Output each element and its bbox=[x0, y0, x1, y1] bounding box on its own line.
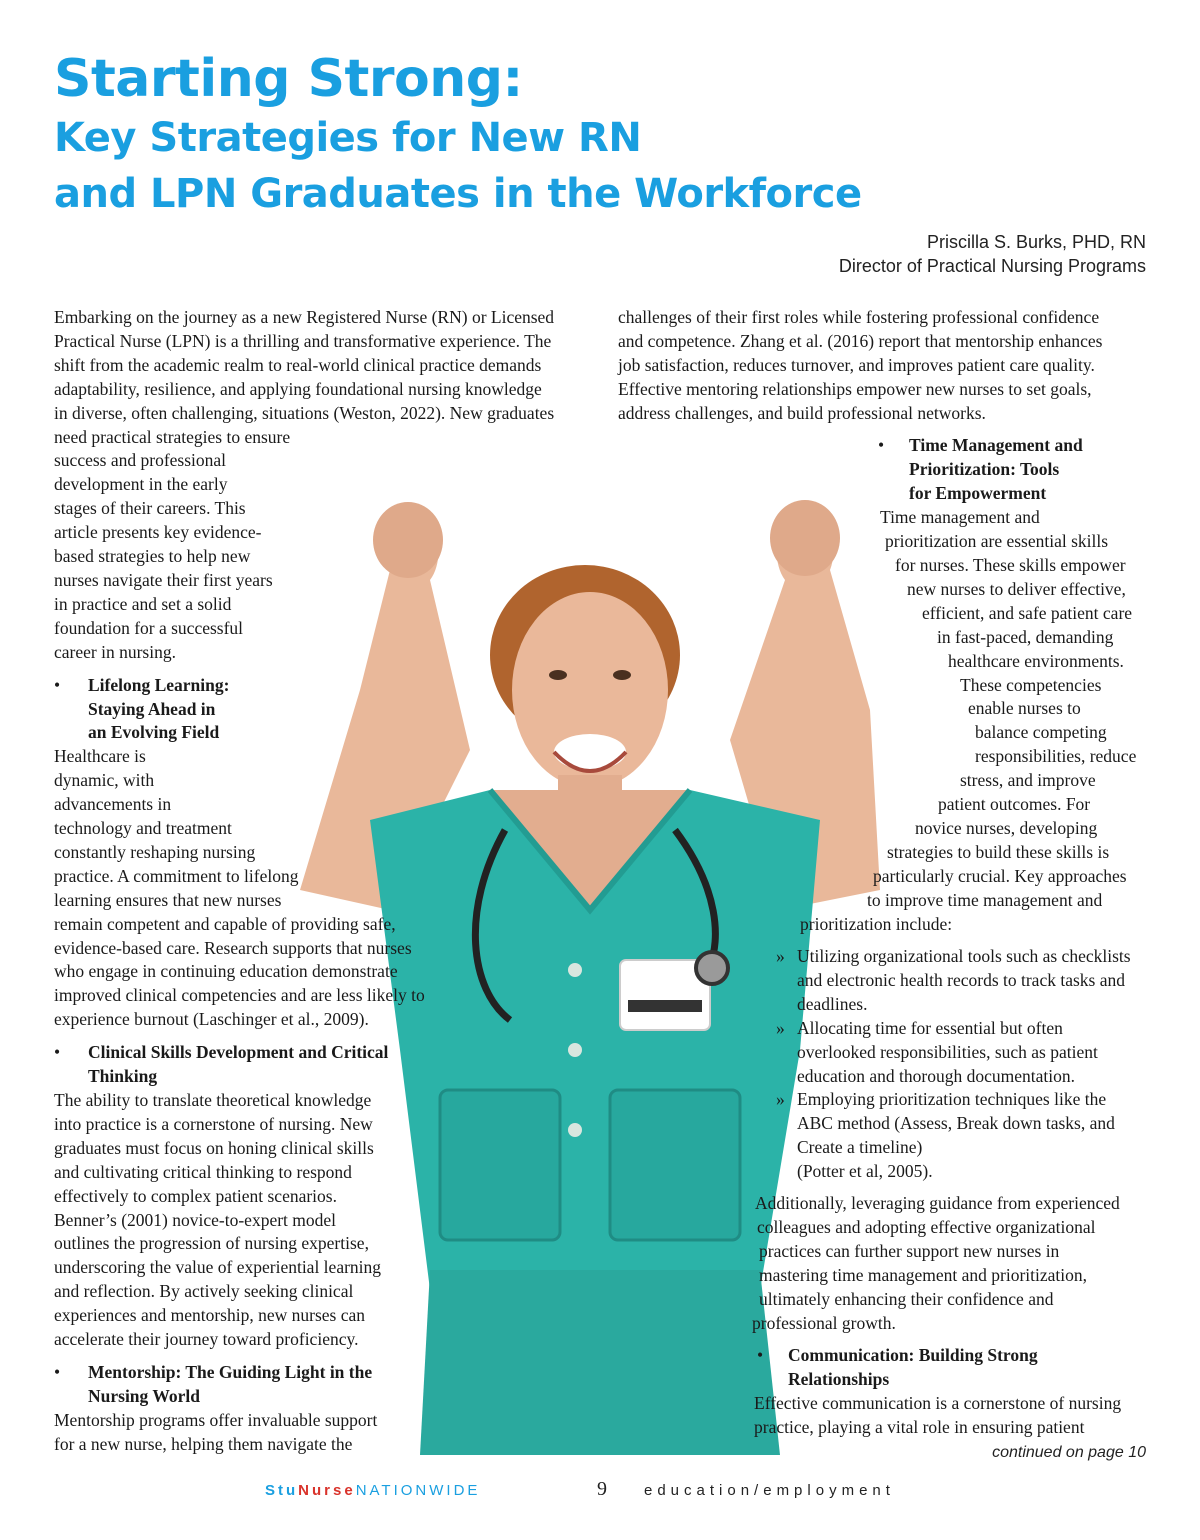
text-line: address challenges, and build professional networks. bbox=[618, 402, 986, 423]
text-line: underscoring the value of experiential learning bbox=[54, 1257, 382, 1278]
heading-line: Lifelong Learning: bbox=[88, 674, 230, 695]
text-line: healthcare environments. bbox=[948, 651, 1124, 671]
text-line: deadlines. bbox=[797, 993, 868, 1014]
text-line: Employing prioritization techniques like the bbox=[797, 1089, 1107, 1110]
text-line: The ability to translate theoretical knowledge bbox=[54, 1090, 372, 1110]
text-line: outlines the progression of nursing expertise, bbox=[54, 1233, 369, 1254]
bullet-marker: • bbox=[878, 435, 885, 455]
text-line: adaptability, resilience, and applying foundational nursing knowledge bbox=[54, 378, 542, 399]
text-line: balance competing bbox=[975, 722, 1107, 742]
text-line: based strategies to help new bbox=[54, 546, 251, 567]
brand-nurse: Nurse bbox=[298, 1482, 356, 1499]
section-mentorship bbox=[54, 1361, 574, 1457]
right-column-top bbox=[618, 306, 1148, 426]
text-line: Allocating time for essential but often bbox=[797, 1017, 1063, 1038]
section-time-management bbox=[878, 434, 1148, 506]
brand-stu: Stu bbox=[265, 1482, 299, 1499]
section-heading bbox=[54, 674, 574, 746]
section-body bbox=[54, 1409, 574, 1457]
text-line: career in nursing. bbox=[54, 641, 176, 662]
text-line: experience burnout (Laschinger et al., 2009). bbox=[54, 1009, 369, 1030]
page-number: 9 bbox=[597, 1478, 607, 1500]
text-line: patient outcomes. For bbox=[938, 794, 1091, 814]
heading-line: Thinking bbox=[88, 1066, 158, 1087]
text-line: Time management and bbox=[880, 507, 1040, 527]
text-line: Effective mentoring relationships empower new nurses to set goals, bbox=[618, 378, 1092, 399]
section-body bbox=[54, 1089, 574, 1352]
heading-line: Prioritization: Tools bbox=[909, 458, 1060, 479]
text-line: Effective communication is a cornerstone of nursing bbox=[754, 1392, 1122, 1413]
heading-line: an Evolving Field bbox=[88, 722, 220, 743]
text-line: practices can further support new nurses in bbox=[759, 1241, 1060, 1261]
text-line: mastering time management and prioritization, bbox=[759, 1265, 1088, 1285]
text-line: Benner’s (2001) novice-to-expert model bbox=[54, 1209, 337, 1230]
time-management-list bbox=[776, 945, 1156, 1184]
text-line: shift from the academic realm to real-world clinical practice demands bbox=[54, 354, 542, 375]
text-line: professional growth. bbox=[752, 1313, 896, 1333]
section-body bbox=[54, 745, 574, 1032]
text-line: into practice is a cornerstone of nursing. New bbox=[54, 1113, 373, 1134]
text-line: education and thorough documentation. bbox=[797, 1065, 1075, 1086]
text-line: colleagues and adopting effective organizational bbox=[757, 1217, 1096, 1237]
text-line: ABC method (Assess, Break down tasks, and bbox=[797, 1113, 1115, 1134]
text-line: Practical Nurse (LPN) is a thrilling and transformative experience. The bbox=[54, 330, 552, 351]
text-line: effectively to complex patient scenarios. bbox=[54, 1185, 337, 1206]
text-line: technology and treatment bbox=[54, 818, 232, 839]
continued-note: continued on page 10 bbox=[992, 1444, 1146, 1461]
section-heading bbox=[54, 1361, 574, 1409]
text-line: Create a timeline) bbox=[797, 1137, 923, 1158]
magazine-brand bbox=[265, 1482, 480, 1499]
author-role: Director of Practical Nursing Programs bbox=[838, 256, 1146, 276]
section-body bbox=[754, 1392, 1154, 1440]
article-title bbox=[54, 48, 1154, 222]
text-line: in fast-paced, demanding bbox=[937, 627, 1114, 647]
text-line: accelerate their journey toward proficiency. bbox=[54, 1329, 359, 1350]
author-name: Priscilla S. Burks, PHD, RN bbox=[926, 232, 1146, 252]
text-line: need practical strategies to ensure bbox=[54, 426, 291, 447]
text-line: for a new nurse, helping them navigate the bbox=[54, 1433, 353, 1454]
title-line-2: Key Strategies for New RN bbox=[54, 115, 642, 161]
list-item bbox=[776, 1017, 1156, 1089]
text-line: success and professional bbox=[54, 450, 227, 471]
text-line: practice, playing a vital role in ensuring patient bbox=[754, 1416, 1085, 1437]
text-line: stages of their careers. This bbox=[54, 498, 246, 519]
section-label: education/employment bbox=[644, 1482, 895, 1499]
text-line: development in the early bbox=[54, 474, 228, 495]
text-line: graduates must focus on honing clinical skills bbox=[54, 1137, 374, 1158]
section-heading bbox=[878, 434, 1148, 506]
section-heading bbox=[54, 1041, 574, 1089]
text-line: Additionally, leveraging guidance from experienced bbox=[755, 1193, 1120, 1213]
title-line-3: and LPN Graduates in the Workforce bbox=[54, 171, 862, 217]
left-column bbox=[54, 306, 574, 1457]
text-line: enable nurses to bbox=[968, 698, 1081, 718]
heading-line: Relationships bbox=[788, 1368, 890, 1389]
text-line: ultimately enhancing their confidence and bbox=[759, 1289, 1054, 1309]
section-heading bbox=[754, 1344, 1154, 1392]
text-line: Embarking on the journey as a new Registered Nurse (RN) or Licensed bbox=[54, 307, 555, 327]
text-line: new nurses to deliver effective, bbox=[907, 579, 1126, 599]
text-line: (Potter et al, 2005). bbox=[797, 1161, 933, 1182]
bullet-marker: • bbox=[757, 1345, 764, 1365]
text-line: for nurses. These skills empower bbox=[895, 555, 1126, 575]
heading-line: Staying Ahead in bbox=[88, 698, 216, 719]
list-marker: » bbox=[776, 1089, 785, 1110]
text-line: and competence. Zhang et al. (2016) report that mentorship enhances bbox=[618, 330, 1103, 351]
bullet-marker: • bbox=[54, 1042, 61, 1063]
text-line: who engage in continuing education demonstrate bbox=[54, 961, 398, 982]
heading-line: Time Management and bbox=[909, 435, 1083, 455]
intro-paragraph bbox=[54, 306, 574, 665]
text-line: prioritization include: bbox=[800, 914, 953, 934]
text-line: advancements in bbox=[54, 794, 172, 815]
text-line: evidence-based care. Research supports that nurses bbox=[54, 937, 412, 958]
brand-nationwide: NATIONWIDE bbox=[355, 1482, 481, 1499]
title-line-1: Starting Strong: bbox=[54, 49, 523, 109]
text-line: stress, and improve bbox=[960, 770, 1096, 790]
bullet-marker: • bbox=[54, 1361, 61, 1382]
text-line: learning ensures that new nurses bbox=[54, 889, 282, 910]
text-line: to improve time management and bbox=[867, 890, 1103, 910]
text-line: job satisfaction, reduces turnover, and improves patient care quality. bbox=[618, 354, 1095, 375]
text-line: efficient, and safe patient care bbox=[922, 603, 1133, 623]
text-line: Healthcare is bbox=[54, 746, 146, 767]
section-clinical-skills bbox=[54, 1041, 574, 1352]
section-communication bbox=[754, 1344, 1154, 1440]
text-line: and reflection. By actively seeking clinical bbox=[54, 1281, 354, 1302]
heading-line: for Empowerment bbox=[909, 482, 1047, 503]
text-line: dynamic, with bbox=[54, 770, 155, 791]
text-line: and cultivating critical thinking to respond bbox=[54, 1161, 352, 1182]
text-line: article presents key evidence- bbox=[54, 522, 262, 543]
byline bbox=[839, 230, 1146, 278]
text-line: improved clinical competencies and are less likely to bbox=[54, 985, 425, 1006]
text-line: These competencies bbox=[960, 675, 1102, 695]
text-line: particularly crucial. Key approaches bbox=[873, 866, 1127, 886]
text-line: challenges of their first roles while fostering professional confidence bbox=[618, 307, 1100, 327]
heading-line: Mentorship: The Guiding Light in the bbox=[88, 1361, 373, 1382]
list-item bbox=[776, 1088, 1156, 1184]
text-line: constantly reshaping nursing bbox=[54, 841, 256, 862]
list-marker: » bbox=[776, 1017, 785, 1038]
list-item bbox=[776, 945, 1156, 1017]
text-line: foundation for a successful bbox=[54, 617, 244, 638]
text-line: prioritization are essential skills bbox=[885, 531, 1109, 551]
page-footer bbox=[0, 1478, 1200, 1508]
text-line: practice. A commitment to lifelong bbox=[54, 865, 299, 886]
text-line: overlooked responsibilities, such as patient bbox=[797, 1041, 1098, 1062]
text-line: and electronic health records to track tasks and bbox=[797, 969, 1125, 990]
bullet-marker: • bbox=[54, 674, 61, 695]
text-line: experiences and mentorship, new nurses can bbox=[54, 1305, 366, 1326]
text-line: Mentorship programs offer invaluable support bbox=[54, 1409, 378, 1430]
text-line: nurses navigate their first years bbox=[54, 569, 273, 590]
heading-line: Communication: Building Strong bbox=[788, 1345, 1038, 1365]
text-line: responsibilities, reduce bbox=[975, 746, 1137, 766]
text-line: in practice and set a solid bbox=[54, 593, 232, 614]
text-line: Utilizing organizational tools such as checklists bbox=[797, 946, 1131, 966]
text-line: strategies to build these skills is bbox=[887, 842, 1110, 862]
text-line: remain competent and capable of providing safe, bbox=[54, 913, 396, 934]
heading-line: Clinical Skills Development and Critical bbox=[88, 1042, 389, 1063]
text-line: novice nurses, developing bbox=[915, 818, 1098, 838]
text-line: in diverse, often challenging, situations (Weston, 2022). New graduates bbox=[54, 402, 555, 423]
section-lifelong-learning bbox=[54, 674, 574, 1033]
list-marker: » bbox=[776, 946, 785, 966]
heading-line: Nursing World bbox=[88, 1385, 200, 1406]
